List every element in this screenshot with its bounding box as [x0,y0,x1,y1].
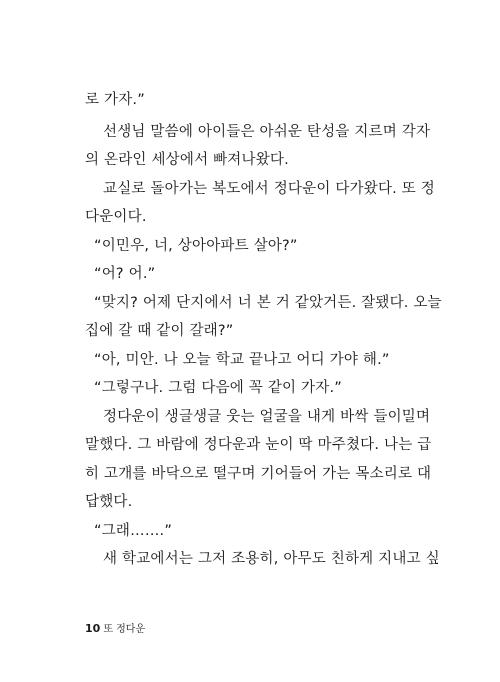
text-line: 새 학교에서는 그저 조용히, 아무도 친하게 지내고 싶 [103,551,440,567]
text-line: 정다운이 생글생글 웃는 얼굴을 내게 바싹 들이밀며 [103,409,431,425]
text-line: 다운이다. [85,209,147,225]
text-line: “그래…….” [94,523,173,539]
page-number: 10 [85,622,101,635]
text-line: 집에 갈 때 같이 갈래?” [85,323,234,339]
text-line: 교실로 돌아가는 복도에서 정다운이 다가왔다. 또 정 [103,181,436,197]
page-footer [85,622,145,637]
text-line: 말했다. 그 바람에 정다운과 눈이 딱 마주쳤다. 나는 급 [85,437,432,453]
text-line: 로 가자.” [85,92,145,108]
text-line: 히 고개를 바닥으로 떨구며 기어들어 가는 목소리로 대 [85,466,432,482]
running-title: 또 정다운 [103,624,146,635]
text-line: “그렇구나. 그럼 다음에 꼭 같이 가자.” [94,380,342,396]
text-line: 의 온라인 세상에서 빠져나왔다. [85,152,289,168]
text-line: “아, 미안. 나 오늘 학교 끝나고 어디 가야 해.” [94,352,390,368]
text-line: “어? 어.” [94,266,156,282]
text-line: “이민우, 너, 상아아파트 살아?” [94,238,298,254]
text-line: “맞지? 어제 단지에서 너 본 거 같았거든. 잘됐다. 오늘 [94,295,442,311]
text-line: 선생님 말씀에 아이들은 아쉬운 탄성을 지르며 각자 [103,124,431,140]
text-line: 답했다. [85,494,133,510]
